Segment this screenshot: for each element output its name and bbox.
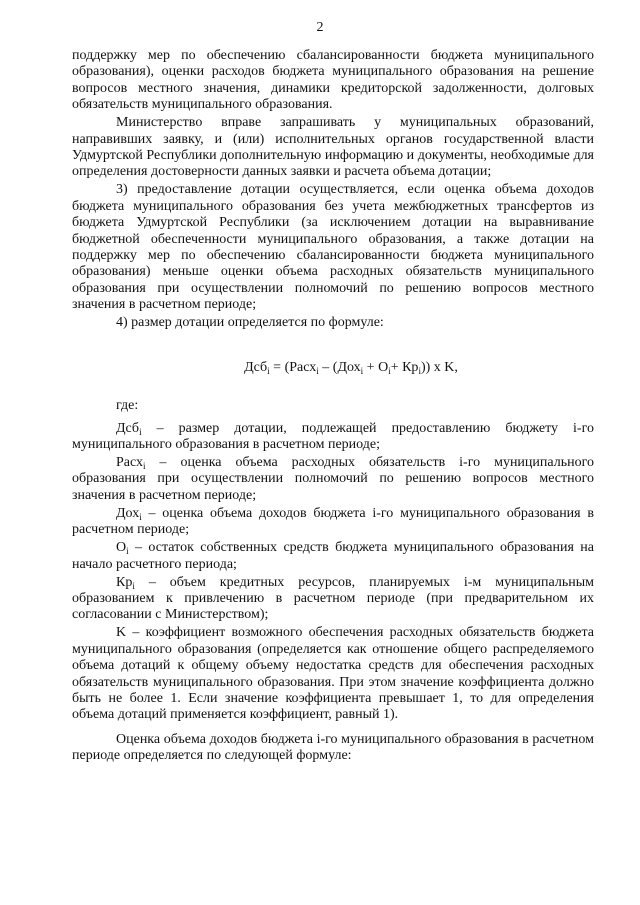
definitions-list <box>72 421 594 724</box>
paragraph-condition-3: 3) предоставление дотации осуществляется, если оценка объема доходов бюджета муниципального образования без учета межбюджетных трансфертов из бюджета Удмуртской Республики (за исключением дотации на выравнивание бюджетной обеспеченности муниципального образования, а также дотации на поддержку мер по обеспечению сбалансированности бюджета муниципального образования) меньше оценки объема расходных обязательств муниципального образования при осуществлении полномочий по решению вопросов местного значения в расчетном периоде; <box>72 182 594 313</box>
subsidy-formula <box>108 360 594 376</box>
formula-sub: i <box>388 365 391 376</box>
paragraph-income-estimate: Оценка объема доходов бюджета i-го муниципального образования в расчетном периоде определяется по следующей формуле: <box>72 731 594 764</box>
formula-minus: – (Дох <box>318 359 361 375</box>
formula-close: )) х K, <box>420 359 458 375</box>
formula-sub: i <box>267 365 270 376</box>
paragraph-condition-4: 4) размер дотации определяется по формуле: <box>116 315 384 331</box>
formula-lhs: Дсб <box>244 359 268 375</box>
definition-item: Дох$_i$ – оценка объема доходов бюджета i-го муниципального образования в расчетном периоде; <box>72 505 594 538</box>
definition-item: $О_i$ – остаток собственных средств бюджета муниципального образования на начало расчетного периода; <box>72 540 594 572</box>
formula-rhs-open: = (Расх <box>269 359 317 375</box>
page-number: 2 <box>316 20 324 35</box>
formula-sub: i <box>316 365 319 376</box>
definition-item: K – коэффициент возможного обеспечения расходных обязательств бюджета муниципального образования (определяется как отношение общего распределяемого объема дотаций к общему объему недостатка средств для обеспечения расходных обязательств муниципального образования. При этом значение коэффициента должно быть не более 1. Если значение коэффициента превышает 1, то для определения объема дотаций применяется коэффициент, равный 1). <box>72 625 594 723</box>
formula-plus-kr: + Кр <box>390 359 419 375</box>
paragraph-continuation: поддержку мер по обеспечению сбалансированности бюджета муниципального образования), оценки расходов бюджета муниципального образования на решение вопросов местного значения, динамики кредиторской задолженности, долговых обязательств муниципального образования. <box>72 48 594 113</box>
formula-plus-o: + О <box>363 359 389 375</box>
document-body <box>72 48 594 766</box>
definition-item: $Кр_i$ – объем кредитных ресурсов, планируемых i-м муниципальным образованием к привлечению в расчетном периоде (при предварительном их согласовании с Министерством); <box>72 574 594 623</box>
definition-item: Дсб$_i$ – размер дотации, подлежащей предоставлению бюджету i-го муниципального образования в расчетном периоде; <box>72 420 594 452</box>
definition-item: Расх$_i$ – оценка объема расходных обязательств i-го муниципального образования при осуществлении полномочий по решению вопросов местного значения в расчетном периоде; <box>72 454 594 503</box>
paragraph-ministry-right: Министерство вправе запрашивать у муниципальных образований, направивших заявку, и (или) исполнительных органов государственной власти Удмуртской Республики дополнительную информацию и документы, необходимые для определения достоверности данных заявки и расчета объема дотации; <box>72 115 594 180</box>
where-label: где: <box>116 398 139 414</box>
formula-sub: i <box>360 365 364 376</box>
formula-sub: i <box>418 365 421 376</box>
